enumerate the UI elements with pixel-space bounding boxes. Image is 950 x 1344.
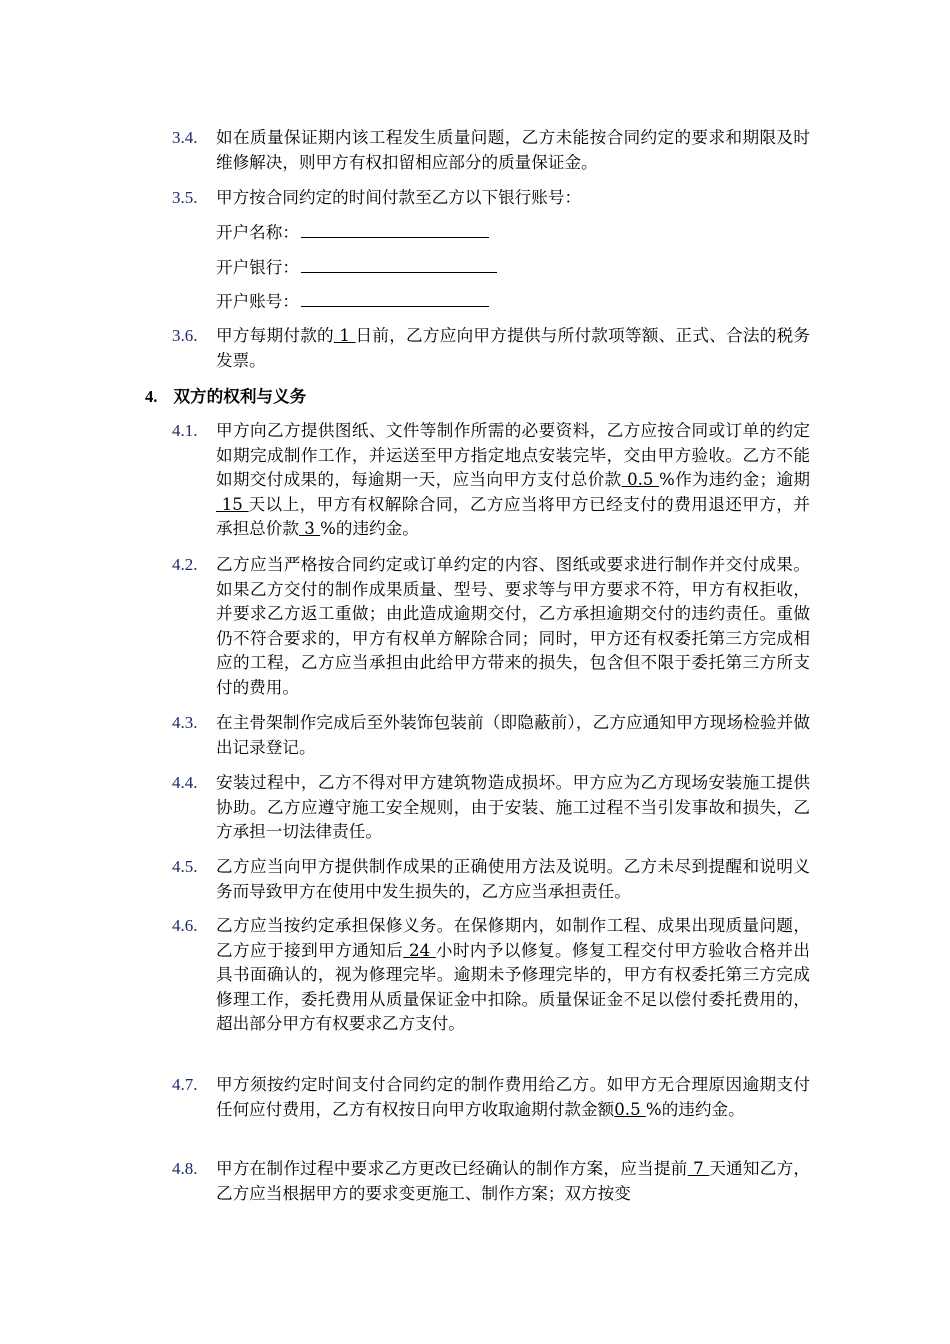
clause-text: 乙方应当严格按合同约定或订单约定的内容、图纸或要求进行制作并交付成果。如果乙方交付的制作成果质量、型号、要求等与甲方要求不符，甲方有权拒收，并要求乙方返工重做；由此造成逾期交付，乙方承担逾期交付的违约责任。重做仍不符合要求的，甲方有权单方解除合同；同时，甲方还有权委托第三方完成相应的工程，乙方应当承担由此给甲方带来的损失，包含但不限于委托第三方所支付的费用。 <box>216 555 810 697</box>
fill-blank: 7 <box>687 1159 710 1178</box>
fill-blank: 1 <box>333 326 356 345</box>
fill-blank: 3 <box>298 519 321 538</box>
section-number: 4. <box>145 387 158 406</box>
clause-text: 在主骨架制作完成后至外装饰包装前（即隐蔽前），乙方应通知甲方现场检验并做出记录登记。 <box>216 713 810 757</box>
clause-number: 4.4. <box>172 773 198 792</box>
clause-number: 4.2. <box>172 555 198 574</box>
clause-number: 3.6. <box>172 326 198 345</box>
section-heading <box>145 384 306 410</box>
account-bank-row <box>216 256 497 281</box>
clause-number: 4.6. <box>172 916 198 935</box>
clause-text: 甲方按合同约定的时间付款至乙方以下银行账号： <box>216 188 582 207</box>
clause-text: 安装过程中，乙方不得对甲方建筑物造成损坏。甲方应为乙方现场安装施工提供协助。乙方应遵守施工安全规则，由于安装、施工过程不当引发事故和损失，乙方承担一切法律责任。 <box>216 773 810 841</box>
clause-text: 乙方应当按约定承担保修义务。在保修期内，如制作工程、成果出现质量问题，乙方应于接到甲方通知后 24 小时内予以修复。修复工程交付甲方验收合格并出具书面确认的，视为修理完毕。逾期未予修理完毕的，甲方有权委托第三方完成修理工作，委托费用从质量保证金中扣除。质量保证金不足以偿付委托费用的，超出部分甲方有权要求乙方支付。 <box>216 916 811 1033</box>
fill-blank: 24 <box>403 940 436 960</box>
account-number-label: 开户账号： <box>216 292 299 311</box>
clause-text: 甲方在制作过程中要求乙方更改已经确认的制作方案，应当提前 7 天通知乙方，乙方应当根据甲方的要求变更施工、制作方案；双方按变 <box>216 1159 811 1203</box>
account-name-blank <box>301 221 489 238</box>
clause-text: 甲方向乙方提供图纸、文件等制作所需的必要资料，乙方应按合同或订单的约定如期完成制作工作，并运送至甲方指定地点安装完毕，交由甲方验收。乙方不能如期交付成果的，每逾期一天，应当向甲方支付总价款 0.5 %作为违约金；逾期 15 天以上，甲方有权解除合同，乙方应当将甲方已经支付的费用退还甲方，并承担总价款 3 %的违约金。 <box>216 421 810 538</box>
clause-text: 甲方须按约定时间支付合同约定的制作费用给乙方。如甲方无合理原因逾期支付任何应付费用，乙方有权按日向甲方收取逾期付款金额0.5 %的违约金。 <box>216 1075 810 1119</box>
section-title: 双方的权利与义务 <box>173 386 307 406</box>
clause-number: 4.8. <box>172 1159 198 1178</box>
clause-number: 3.5. <box>172 188 198 207</box>
clause-text: 甲方每期付款的 1 日前，乙方应向甲方提供与所付款项等额、正式、合法的税务发票。 <box>216 326 811 370</box>
clause-number: 3.4. <box>172 128 198 147</box>
account-number-row <box>216 290 489 315</box>
fill-blank: 0.5 <box>621 470 660 489</box>
fill-blank: 0.5 <box>614 1099 646 1119</box>
account-number-blank <box>301 290 489 307</box>
account-name-label: 开户名称： <box>216 223 299 242</box>
account-bank-label: 开户银行： <box>216 258 299 277</box>
clause-number: 4.3. <box>172 713 198 732</box>
account-bank-blank <box>301 256 497 273</box>
clause-number: 4.1. <box>172 421 198 440</box>
account-name-row <box>216 221 489 246</box>
clause-number: 4.7. <box>172 1075 198 1094</box>
clause-text: 乙方应当向甲方提供制作成果的正确使用方法及说明。乙方未尽到提醒和说明义务而导致甲方在使用中发生损失的，乙方应当承担责任。 <box>216 857 810 901</box>
clause-number: 4.5. <box>172 857 198 876</box>
fill-blank: 15 <box>216 494 249 514</box>
clause-text: 如在质量保证期内该工程发生质量问题，乙方未能按合同约定的要求和期限及时维修解决，则甲方有权扣留相应部分的质量保证金。 <box>216 128 810 172</box>
